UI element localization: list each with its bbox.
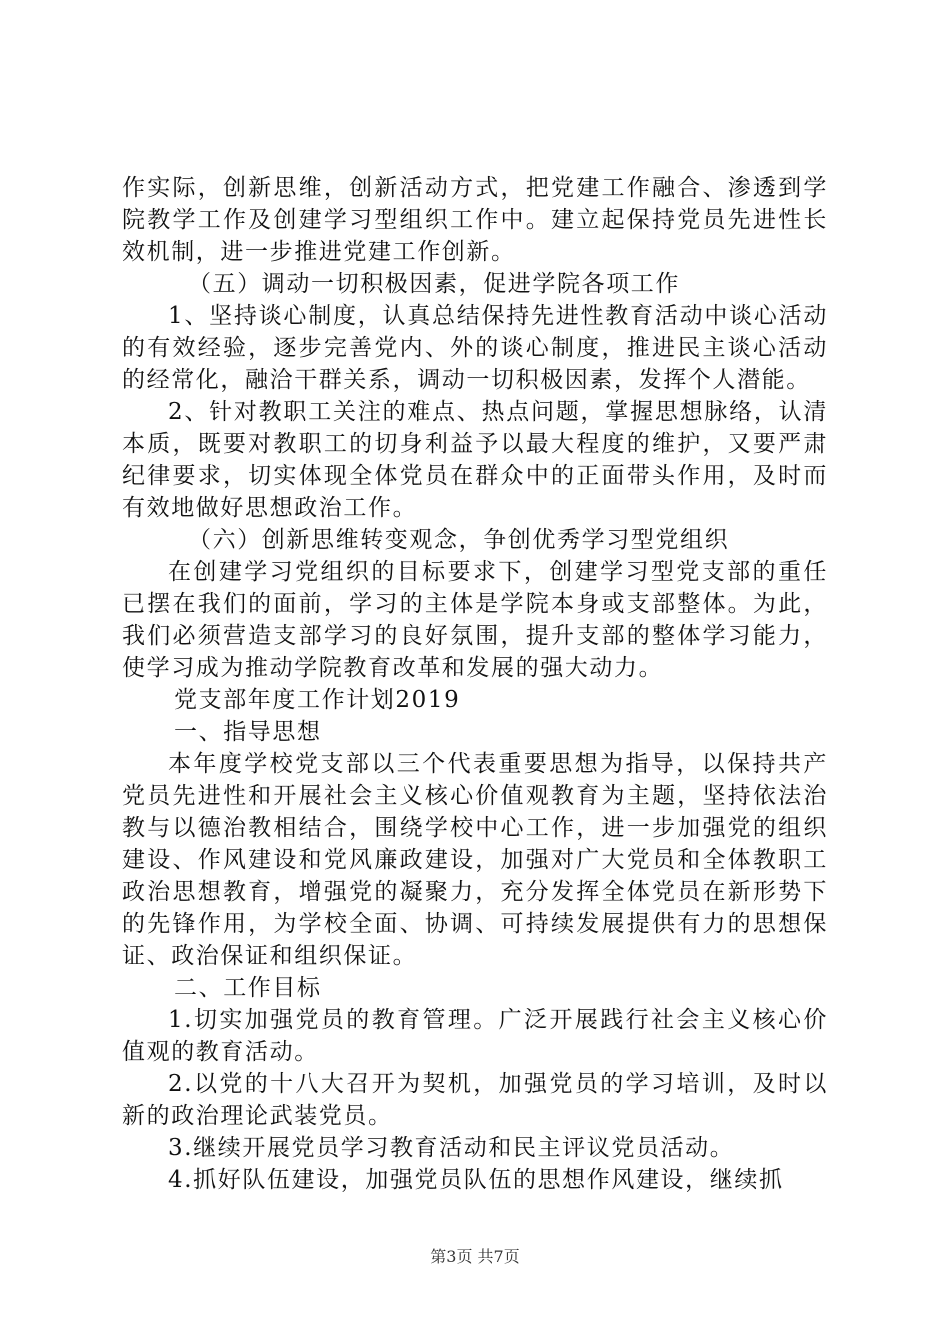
section-heading-6: （六）创新思维转变观念，争创优秀学习型党组织: [188, 527, 730, 553]
paragraph-learning-org: 在创建学习党组织的目标要求下，创建学习型党支部的重任已摆在我们的面前，学习的主体是学院本身或支部整体。为此，我们必须营造支部学习的良好氛围，提升支部的整体学习能力，使学习成为推动学院教育改革和发展的强大动力。: [122, 559, 828, 681]
goal-item-2: 2.以党的十八大召开为契机，加强党员的学习培训，及时以新的政治理论武装党员。: [122, 1071, 828, 1129]
goal-item-4: 4.抓好队伍建设，加强党员队伍的思想作风建设，继续抓: [168, 1167, 784, 1193]
section-heading-5: （五）调动一切积极因素，促进学院各项工作: [188, 271, 680, 297]
goal-item-3: 3.继续开展党员学习教育活动和民主评议党员活动。: [168, 1135, 735, 1161]
goal-item-1: 1.切实加强党员的教育管理。广泛开展践行社会主义核心价值观的教育活动。: [122, 1007, 828, 1065]
section-heading-work-goals: 二、工作目标: [174, 975, 322, 1001]
paragraph-staff-concerns: 2、针对教职工关注的难点、热点问题，掌握思想脉络，认清本质，既要对教职工的切身利益予以最大程度的维护，又要严肃纪律要求，切实体现全体党员在群众中的正面带头作用，及时而有效地做好思想政治工作。: [122, 399, 828, 521]
paragraph-continuation: 作实际，创新思维，创新活动方式，把党建工作融合、渗透到学院教学工作及创建学习型组织工作中。建立起保持党员先进性长效机制，进一步推进党建工作创新。: [122, 175, 828, 265]
section-heading-guiding-ideology: 一、指导思想: [174, 719, 322, 745]
paragraph-talk-system: 1、坚持谈心制度，认真总结保持先进性教育活动中谈心活动的有效经验，逐步完善党内、外的谈心制度，推进民主谈心活动的经常化，融洽干群关系，调动一切积极因素，发挥个人潜能。: [122, 303, 828, 393]
paragraph-guiding-ideology: 本年度学校党支部以三个代表重要思想为指导，以保持共产党员先进性和开展社会主义核心价值观教育为主题，坚持依法治教与以德治教相结合，围绕学校中心工作，进一步加强党的组织建设、作风建设和党风廉政建设，加强对广大党员和全体教职工政治思想教育，增强党的凝聚力，充分发挥全体党员在新形势下的先锋作用，为学校全面、协调、可持续发展提供有力的思想保证、政治保证和组织保证。: [122, 751, 828, 969]
document-body: [122, 172, 828, 1196]
document-title: 党支部年度工作计划2019: [174, 687, 461, 713]
page-number-footer: 第3页 共7页: [430, 1247, 520, 1266]
